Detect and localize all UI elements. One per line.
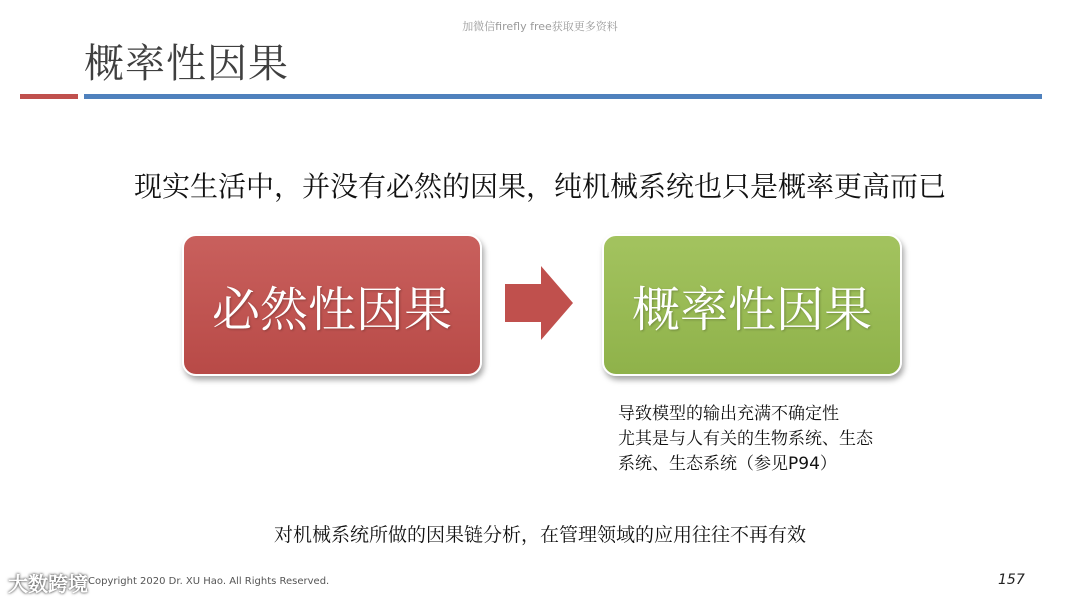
deterministic-causality-label: 必然性因果 xyxy=(211,281,452,338)
note-line: 尤其是与人有关的生物系统、生态 xyxy=(618,429,873,449)
bottom-text: 对机械系统所做的因果链分析，在管理领域的应用往往不再有效 xyxy=(273,524,806,546)
probabilistic-causality-box xyxy=(602,234,902,376)
watermark-text: 加微信firefly free获取更多资料 xyxy=(462,20,618,33)
title-rule-blue xyxy=(84,94,1042,99)
headline-text: 现实生活中，并没有必然的因果，纯机械系统也只是概率更高而已 xyxy=(133,170,946,203)
note-line: 导致模型的输出充满不确定性 xyxy=(618,404,839,424)
note-line: 系统、生态系统（参见P94） xyxy=(618,454,837,474)
slide-title: 概率性因果 xyxy=(84,41,289,87)
footer-logo: 大数跨境 xyxy=(8,572,88,596)
note-text xyxy=(618,402,873,477)
right-arrow-icon xyxy=(505,266,573,340)
page-number: 157 xyxy=(998,572,1025,588)
probabilistic-causality-label: 概率性因果 xyxy=(631,281,872,338)
title-rule-red xyxy=(20,94,78,99)
deterministic-causality-box xyxy=(182,234,482,376)
copyright-text: Copyright 2020 Dr. XU Hao. All Rights Reserved. xyxy=(88,576,330,587)
